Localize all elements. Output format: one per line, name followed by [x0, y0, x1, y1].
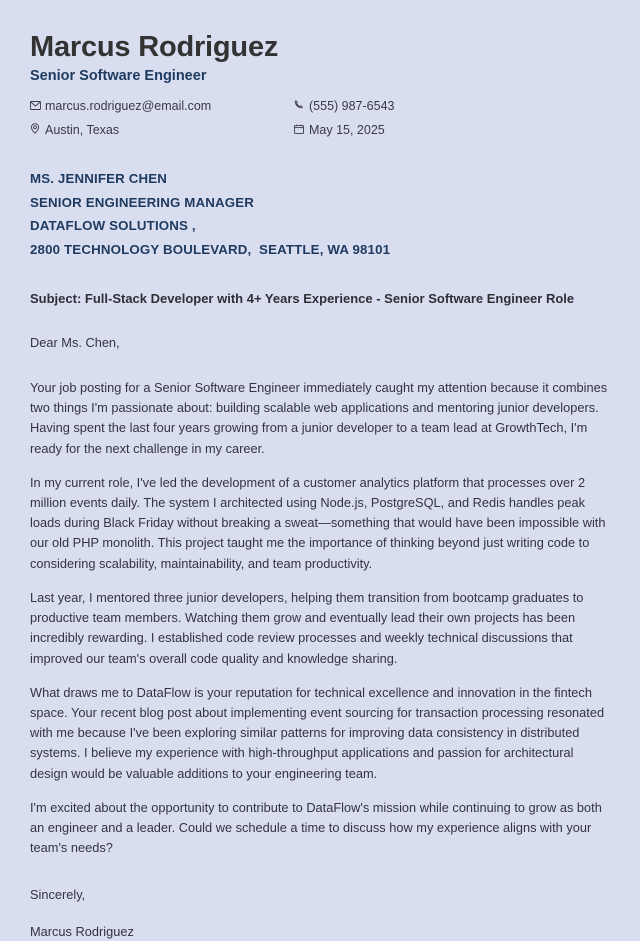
sender-name: Marcus Rodriguez	[30, 31, 279, 63]
contact-date-value: May 15, 2025	[309, 123, 385, 138]
sender-job-title: Senior Software Engineer	[30, 67, 207, 84]
phone-icon	[294, 99, 309, 117]
calendar-icon	[294, 123, 309, 141]
location-pin-icon	[30, 123, 45, 141]
body-paragraph: What draws me to DataFlow is your reputation for technical excellence and innovation in the fintech space. Your recent blog post about implementing event sourcing for transaction processing resonated with me because I've been exploring similar patterns for improving data consistency in distributed systems. I believe my experience with high-throughput applications and passion for architectural design would be valuable additions to your engineering team.	[30, 684, 605, 781]
envelope-icon	[30, 99, 45, 117]
body-paragraph: Your job posting for a Senior Software Engineer immediately caught my attention because it combines two things I'm passionate about: building scalable web applications and mentoring junior developers. Having spent the last four years growing from a junior developer to a team lead at GrowthTech, I'm ready for the next challenge in my career.	[30, 379, 608, 456]
contact-email-value: marcus.rodriguez@email.com	[45, 99, 212, 114]
contact-location-value: Austin, Texas	[45, 123, 120, 138]
signature-name: Marcus Rodriguez	[30, 923, 134, 939]
recipient-line: DATAFLOW SOLUTIONS ,	[30, 218, 196, 234]
closing-salutation: Sincerely,	[30, 886, 86, 902]
recipient-line: 2800 TECHNOLOGY BOULEVARD, SEATTLE, WA 98101	[30, 241, 391, 257]
contact-email[interactable]	[30, 97, 294, 117]
contact-details	[30, 97, 612, 141]
recipient-line: SENIOR ENGINEERING MANAGER	[30, 194, 255, 210]
contact-phone[interactable]	[294, 97, 612, 117]
subject-line: Subject: Full-Stack Developer with 4+ Years Experience - Senior Software Engineer Role	[30, 290, 575, 306]
body-paragraph: I'm excited about the opportunity to contribute to DataFlow's mission while continuing to grow as both an engineer and a leader. Could we schedule a time to discuss how my experience aligns with your team's needs?	[30, 799, 602, 856]
letterhead	[30, 32, 612, 141]
recipient-line: MS. JENNIFER CHEN	[30, 170, 168, 186]
body-paragraph: In my current role, I've led the development of a customer analytics platform that processes over 2 million events daily. The system I architected using Node.js, PostgreSQL, and Redis handles peak loads during Black Friday without breaking a sweat—something that would have been impossible with our old PHP monolith. This project taught me the importance of thinking beyond just writing code to considering scalability, maintainability, and team productivity.	[30, 474, 606, 571]
contact-date	[294, 121, 612, 141]
contact-phone-value: (555) 987-6543	[309, 99, 395, 114]
contact-location	[30, 121, 294, 141]
salutation: Dear Ms. Chen,	[30, 334, 120, 350]
letter-body	[30, 333, 612, 941]
body-paragraph: Last year, I mentored three junior developers, helping them transition from bootcamp graduates to productive team members. Watching them grow and eventually lead their own projects has been incredibly rewarding. I established code review processes and weekly technical discussions that improved our team's overall code quality and knowledge sharing.	[30, 589, 584, 666]
recipient-address-block	[30, 167, 612, 262]
signature-block	[30, 885, 612, 941]
